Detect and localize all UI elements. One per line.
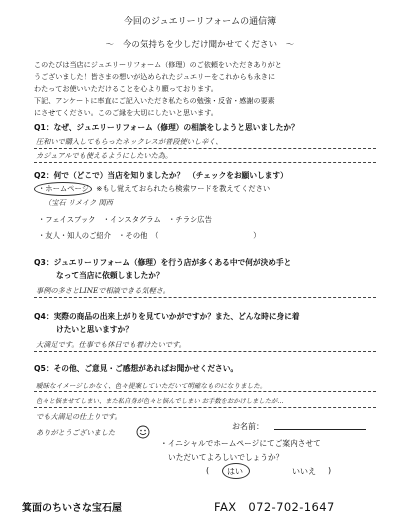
intro-line: うございました！皆さまの想いが込められたジュエリーをこれからも永きに [34, 72, 276, 81]
question-5-answer-line: 曖昧なイメージしかなく、色々提案していただいて明確なものになりました。 [36, 382, 267, 390]
question-3-text: なって当店に依頼しましたか？ [56, 271, 164, 280]
answer-divider [34, 148, 376, 149]
q2-option-homepage: ・ホームページ ※もし覚えておられたら検索ワードを教えてください [38, 184, 271, 193]
q2-search-word: （宝石 リメイク 関西 [44, 198, 113, 207]
intro-line: このたびは当店にジュエリーリフォーム（修理）のご依頼をいただきありがと [34, 60, 282, 69]
consent-open-paren: ( [206, 466, 210, 475]
consent-question-line: いただいてよろしいでしょうか？ [168, 453, 284, 462]
question-4-text: Q4：実際の商品の出来上がりを見ていかがですか？また、どんな時に身に着 [34, 312, 300, 321]
name-label: お名前： [232, 422, 264, 431]
consent-no-option[interactable]: いいえ [292, 467, 316, 476]
document-subtitle: ～ 今の気持ちを少しだけ聞かせてください ～ [105, 39, 295, 49]
q2-option-referral: ・友人・知人のご紹介 ・その他 （ ） [38, 231, 261, 240]
shop-name: 箕面のちいさな宝石屋 [22, 503, 122, 514]
intro-line: 下記、アンケートに率直にご記入いただき私たちの勉強・反省・感謝の要素 [34, 96, 275, 105]
question-4-answer: 大満足です。仕事でも休日でも着けたいです。 [36, 340, 186, 349]
fax-number: FAX 072-702-1647 [214, 500, 335, 514]
question-3-answer: 事例の多さとLINEで相談できる気軽さ。 [36, 286, 170, 295]
answer-divider [34, 391, 376, 392]
question-3-text: Q3：ジュエリーリフォーム（修理）を行う店が多くある中で何が決め手と [34, 258, 292, 267]
question-2-text: Q2：何で（どこで）当店を知りましたか？ （チェックをお願いします） [34, 171, 288, 180]
document-title: 今回のジュエリーリフォームの通信簿 [123, 17, 277, 27]
question-5-answer-line: ありがとうございました [36, 428, 116, 437]
answer-divider [34, 297, 376, 298]
answer-divider [34, 162, 376, 163]
consent-yes-option[interactable]: はい [227, 467, 243, 476]
name-field-line[interactable] [274, 429, 366, 430]
intro-line: わたってお使いいただけることを心より願っております。 [34, 84, 218, 93]
question-5-text: Q5：その他、ご意見・ご感想があればお聞かせください。 [34, 364, 239, 373]
question-5-answer-line: 色々と悩ませてしまい、また私自身が色々と悩んでしまい お手数をおかけしましたが… [36, 398, 284, 405]
q2-option-social: ・フェイスブック ・インスタグラム ・チラシ広告 [38, 215, 212, 224]
smiley-doodle-icon [136, 425, 150, 439]
question-1-answer-line: カジュアルでも使えるようにしたいた為。 [36, 151, 173, 160]
consent-question-line: ・イニシャルでホームページにてご案内させて [160, 439, 321, 448]
question-5-answer-line: でも大満足の仕上りです。 [36, 412, 122, 421]
question-1-answer-line: 圧和いで購入してもらったネックレスが普段使いし辛く、 [36, 137, 223, 146]
consent-close-paren: ) [328, 466, 332, 475]
answer-divider [34, 407, 376, 408]
intro-line: にさせてください。このご縁を大切にしたいと思います。 [34, 108, 218, 117]
question-4-text: けたいと思いますか？ [56, 325, 133, 334]
question-1-text: Q1：なぜ、ジュエリーリフォーム（修理）の相談をしようと思いましたか？ [34, 123, 299, 132]
answer-divider [34, 351, 376, 352]
